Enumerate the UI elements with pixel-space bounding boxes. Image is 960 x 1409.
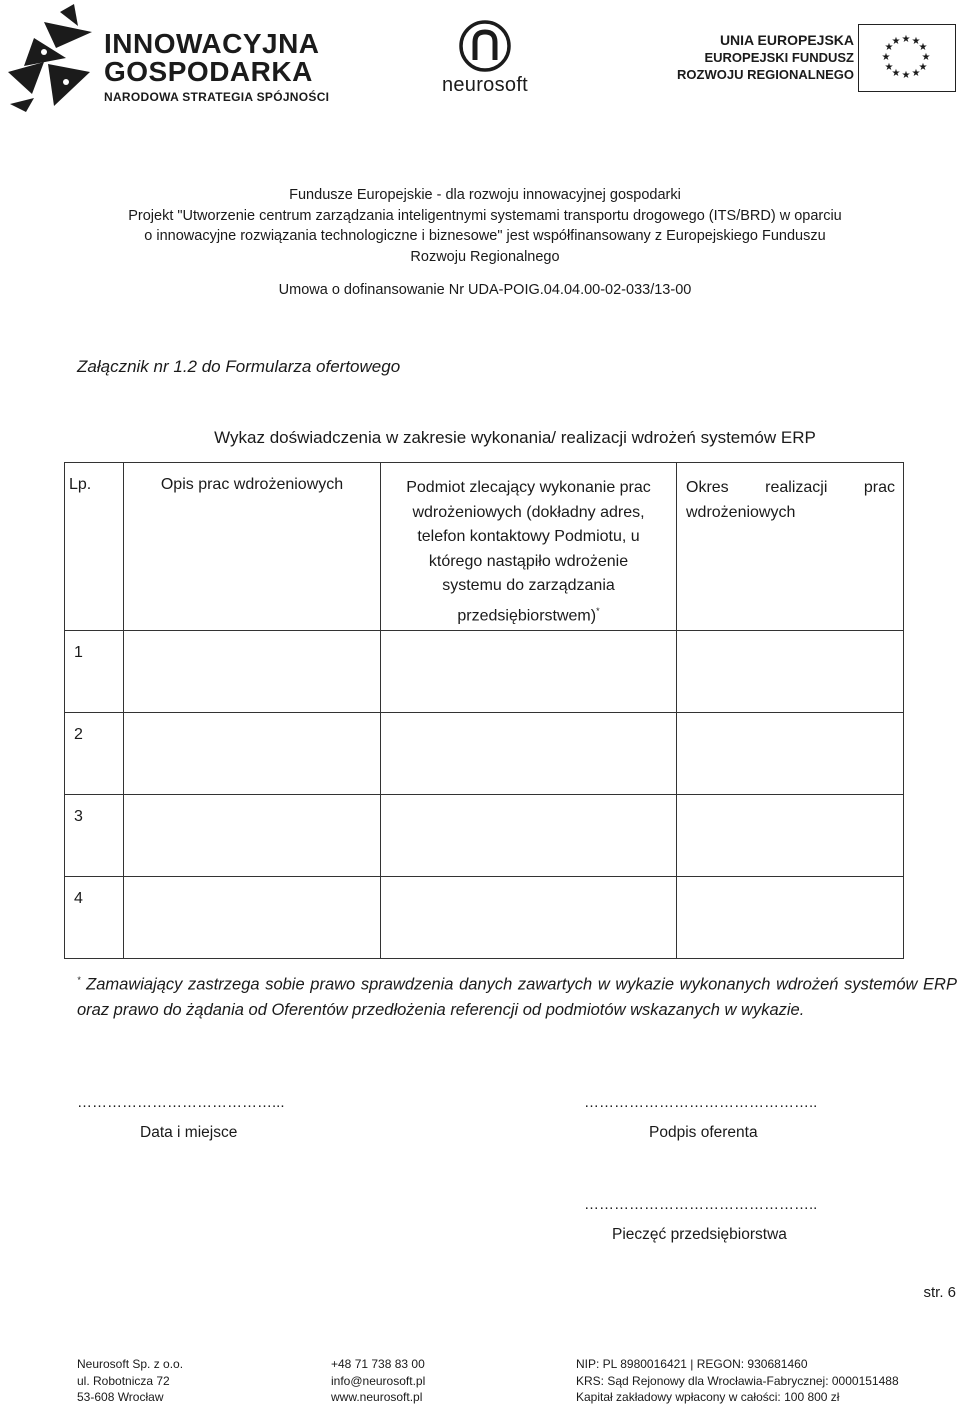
row-number: 3 (65, 795, 124, 877)
svg-text:★: ★ (891, 68, 901, 79)
neurosoft-n-icon (430, 18, 540, 74)
star-swoosh-icon (4, 2, 100, 114)
footnote-text: Zamawiający zastrzega sobie prawo sprawdzenia danych zawartych w wykazie wykonanych wdrożeń systemów ERP oraz prawo do żądania od Oferentów przedłożenia referencji od podmiotów wskazanych w wykazie. (77, 975, 957, 1019)
row-description-cell[interactable] (124, 795, 381, 877)
footer-line: +48 71 738 83 00 (331, 1357, 425, 1371)
eu-logo (668, 24, 958, 94)
header-period (677, 463, 904, 631)
footer-line: NIP: PL 8980016421 | REGON: 930681460 (576, 1357, 808, 1371)
svg-text:★: ★ (881, 52, 891, 63)
eu-line-3: ROZWOJU REGIONALNEGO (677, 67, 854, 82)
document-title: Wykaz doświadczenia w zakresie wykonania/ realizacji wdrożeń systemów ERP (214, 428, 816, 447)
row-description-cell[interactable] (124, 631, 381, 713)
row-subject-cell[interactable] (381, 631, 677, 713)
footer-line: ul. Robotnicza 72 (77, 1373, 170, 1388)
header-lp: Lp. (65, 463, 124, 631)
footer-registry (576, 1356, 899, 1406)
date-place-label: Data i miejsce (140, 1124, 238, 1141)
header-subject (381, 463, 677, 631)
row-subject-cell[interactable] (381, 795, 677, 877)
footer-company (77, 1356, 183, 1406)
row-period-cell[interactable] (677, 795, 904, 877)
svg-text:★: ★ (884, 62, 894, 73)
eu-flag-icon (858, 24, 956, 92)
signature-line: ……………………………………….. (584, 1094, 818, 1111)
table-row (65, 631, 904, 713)
innowacyjna-gospodarka-logo (4, 2, 344, 114)
row-subject-cell[interactable] (381, 877, 677, 959)
header-subject-line: przedsiębiorstwem) (457, 606, 597, 624)
header-subject-line: którego nastąpiło wdrożenie (428, 552, 629, 570)
row-period-cell[interactable] (677, 877, 904, 959)
contract-number: Umowa o dofinansowanie Nr UDA-POIG.04.04.00-02-033/13-00 (278, 282, 692, 298)
stamp-label: Pieczęć przedsiębiorstwa (612, 1226, 787, 1243)
footer-line: KRS: Sąd Rejonowy dla Wrocławia-Fabrycznej: 0000151488 (576, 1373, 899, 1388)
project-line-3: o innowacyjne rozwiązania technologiczne i biznesowe" jest współfinansowany z Europejskiego Funduszu (144, 228, 826, 244)
row-period-cell[interactable] (677, 631, 904, 713)
svg-text:★: ★ (901, 34, 911, 45)
eu-line-1: UNIA EUROPEJSKA (719, 32, 854, 48)
row-number: 4 (65, 877, 124, 959)
row-subject-cell[interactable] (381, 713, 677, 795)
project-line-1: Fundusze Europejskie - dla rozwoju innowacyjnej gospodarki (289, 187, 681, 203)
footer-line: Kapitał zakładowy wpłacony w całości: 100 800 zł (576, 1390, 840, 1404)
date-place-line: …………………………………... (77, 1094, 285, 1111)
footer-line[interactable]: info@neurosoft.pl (331, 1373, 426, 1388)
table-row (65, 795, 904, 877)
logo-line-1: INNOWACYJNA (104, 28, 320, 59)
svg-text:★: ★ (911, 68, 921, 79)
signature-label: Podpis oferenta (649, 1124, 758, 1141)
header-subject-line: systemu do zarządzania (442, 577, 615, 594)
project-line-2: Projekt "Utworzenie centrum zarządzania inteligentnymi systemami transportu drogowego (ITS/BRD) w oparciu (128, 207, 842, 224)
header-subject-line: Podmiot zlecający wykonanie prac (406, 479, 651, 496)
svg-text:★: ★ (891, 36, 901, 47)
footnote-marker: * (596, 605, 600, 616)
table-header-row (65, 463, 904, 631)
svg-text:★: ★ (918, 42, 928, 53)
svg-text:★: ★ (884, 42, 894, 53)
experience-table (64, 462, 904, 959)
neurosoft-wordmark: neurosoft (441, 74, 529, 96)
row-number: 2 (65, 713, 124, 795)
neurosoft-logo (430, 18, 540, 98)
header-subject-line: wdrożeniowych (dokładny adres, (412, 503, 645, 521)
footnote (77, 968, 957, 1023)
header-subject-line: telefon kontaktowy Podmiotu, u (417, 528, 640, 545)
footer-line: 53-608 Wrocław (77, 1390, 164, 1404)
row-description-cell[interactable] (124, 877, 381, 959)
annex-label: Załącznik nr 1.2 do Formularza ofertowego (77, 357, 401, 376)
row-number: 1 (65, 631, 124, 713)
header-period-line: wdrożeniowych (686, 503, 796, 521)
table-row (65, 877, 904, 959)
table-row (65, 713, 904, 795)
footer-contact (331, 1356, 425, 1406)
logo-line-2: GOSPODARKA (104, 56, 313, 87)
logo-line-3: NARODOWA STRATEGIA SPÓJNOŚCI (104, 90, 330, 104)
eu-line-2: EUROPEJSKI FUNDUSZ (704, 50, 854, 65)
project-header (60, 185, 910, 267)
page-number: str. 6 (923, 1284, 956, 1301)
svg-text:★: ★ (911, 36, 921, 47)
footnote-marker: * (77, 975, 81, 985)
svg-text:★: ★ (901, 70, 911, 81)
footer-line: Neurosoft Sp. z o.o. (77, 1357, 184, 1371)
footer-line[interactable]: www.neurosoft.pl (331, 1390, 423, 1404)
row-description-cell[interactable] (124, 713, 381, 795)
row-period-cell[interactable] (677, 713, 904, 795)
stamp-line: ……………………………………….. (584, 1196, 818, 1213)
project-line-4: Rozwoju Regionalnego (410, 248, 560, 265)
svg-text:★: ★ (918, 62, 928, 73)
header-description: Opis prac wdrożeniowych (124, 463, 381, 631)
svg-text:★: ★ (921, 52, 931, 63)
header-period-line: Okres realizacji prac (686, 479, 895, 496)
